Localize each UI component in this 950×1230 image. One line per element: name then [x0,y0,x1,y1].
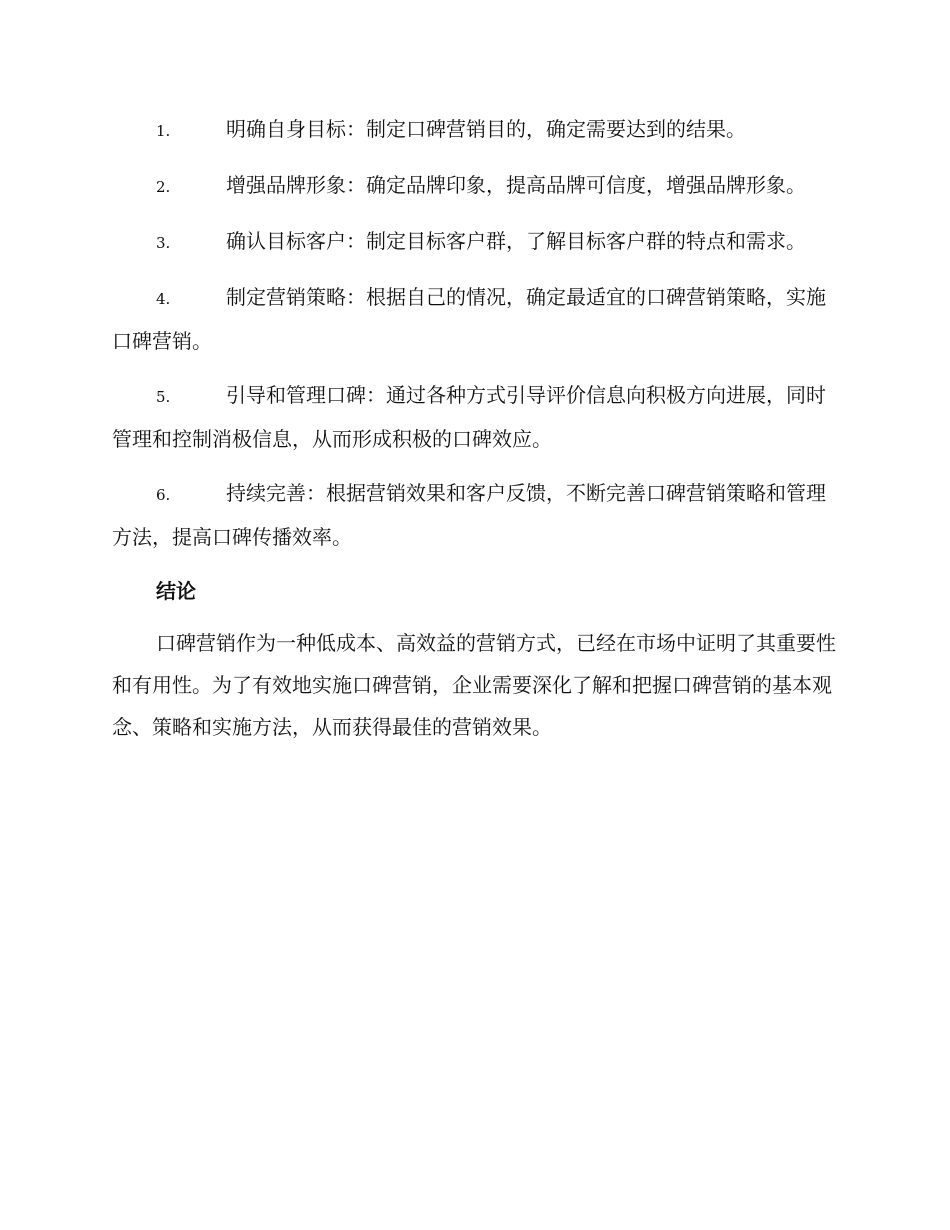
document-body [112,108,836,748]
list-number: 4. [156,290,171,308]
conclusion-heading: 结论 [156,579,196,603]
list-number: 5. [156,388,171,406]
list-item-4 [112,276,836,362]
list-item-3 [112,220,836,264]
list-number: 6. [156,486,171,504]
list-number: 1. [156,122,171,140]
list-number: 3. [156,234,171,252]
list-text: 持续完善：根据营销效果和客户反馈，不断完善口碑营销策略和管理方法，提高口碑传播效率。 [112,481,826,549]
list-text: 增强品牌形象：确定品牌印象，提高品牌可信度，增强品牌形象。 [226,173,806,197]
list-text: 引导和管理口碑：通过各种方式引导评价信息向积极方向进展，同时管理和控制消极信息，从而形成积极的口碑效应。 [112,383,826,451]
list-number: 2. [156,178,171,196]
list-text: 明确自身目标：制定口碑营销目的，确定需要达到的结果。 [226,117,746,141]
list-text: 制定营销策略：根据自己的情况，确定最适宜的口碑营销策略，实施口碑营销。 [112,285,826,353]
list-text: 确认目标客户：制定目标客户群，了解目标客户群的特点和需求。 [226,229,806,253]
list-item-2 [112,164,836,208]
conclusion-paragraph: 口碑营销作为一种低成本、高效益的营销方式，已经在市场中证明了其重要性和有用性。为了有效地实施口碑营销，企业需要深化了解和把握口碑营销的基本观念、策略和实施方法，从而获得最佳的营销效果。 [112,631,836,739]
list-item-5 [112,374,836,460]
list-item-1 [112,108,836,152]
list-item-6 [112,472,836,558]
